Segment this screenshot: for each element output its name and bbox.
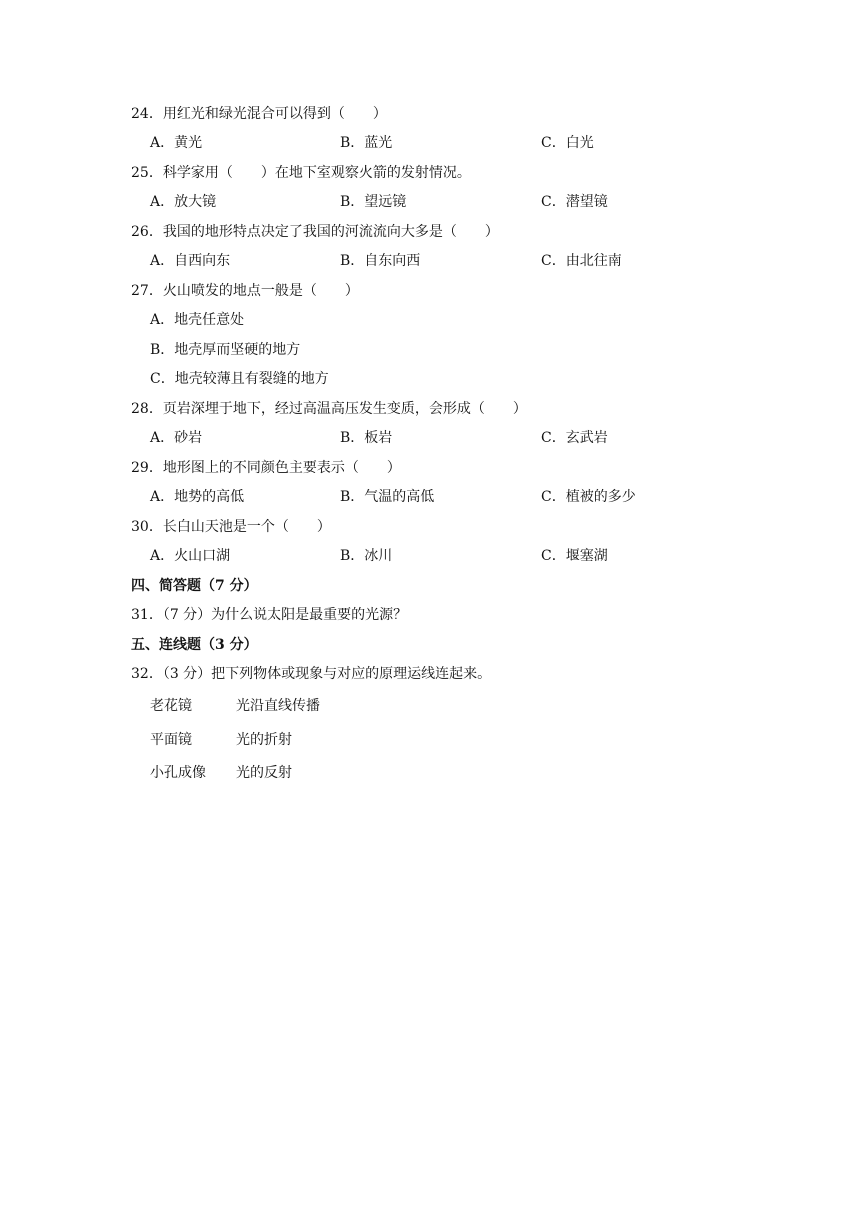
- option-a: A．地势的高低: [150, 489, 245, 505]
- option-c: C．潜望镜: [541, 194, 608, 210]
- question-stem: 25．科学家用（ ）在地下室观察火箭的发射情况。: [131, 165, 471, 181]
- question-32: [0, 663, 860, 685]
- matching-row: [0, 762, 860, 784]
- question-stem: 29．地形图上的不同颜色主要表示（ ）: [131, 460, 401, 476]
- option-c: C．由北往南: [541, 253, 622, 269]
- question-27-option-a: [0, 309, 860, 331]
- option-a: A．地壳任意处: [150, 312, 245, 328]
- matching-row: [0, 729, 860, 751]
- question-28: [0, 398, 860, 420]
- option-a: A．自西向东: [150, 253, 231, 269]
- question-26-options: [0, 250, 860, 272]
- option-c: C．植被的多少: [541, 489, 636, 505]
- question-30-options: [0, 545, 860, 567]
- question-28-options: [0, 427, 860, 449]
- option-a: A．砂岩: [150, 430, 203, 446]
- question-26: [0, 221, 860, 243]
- question-24: [0, 103, 860, 125]
- matching-right-item: 光的反射: [236, 765, 292, 781]
- question-27: [0, 280, 860, 302]
- question-24-options: [0, 132, 860, 154]
- question-stem: 27．火山喷发的地点一般是（ ）: [131, 283, 359, 299]
- question-stem: 32．（3 分）把下列物体或现象与对应的原理运线连起来。: [131, 666, 492, 682]
- question-stem: 30．长白山天池是一个（ ）: [131, 519, 331, 535]
- option-c: C．白光: [541, 135, 594, 151]
- matching-row: [0, 695, 860, 717]
- question-29-options: [0, 486, 860, 508]
- option-b: B．气温的高低: [340, 489, 435, 505]
- option-c: C．玄武岩: [541, 430, 608, 446]
- question-29: [0, 457, 860, 479]
- matching-left-item: 平面镜: [150, 732, 192, 748]
- option-b: B．望远镜: [340, 194, 407, 210]
- question-25: [0, 162, 860, 184]
- question-stem: 31．（7 分）为什么说太阳是最重要的光源？: [131, 607, 408, 623]
- section-title: 五、连线题（3 分）: [131, 637, 258, 653]
- option-b: B．冰川: [340, 548, 393, 564]
- section-title: 四、简答题（7 分）: [131, 578, 258, 594]
- option-a: A．火山口湖: [150, 548, 231, 564]
- matching-left-item: 老花镜: [150, 698, 192, 714]
- question-27-option-c: [0, 368, 860, 390]
- matching-left-item: 小孔成像: [150, 765, 206, 781]
- question-31: [0, 604, 860, 626]
- question-30: [0, 516, 860, 538]
- matching-right-item: 光的折射: [236, 732, 292, 748]
- option-c: C．堰塞湖: [541, 548, 608, 564]
- option-a: A．放大镜: [150, 194, 217, 210]
- section-5-heading: [0, 634, 860, 656]
- matching-right-item: 光沿直线传播: [236, 698, 320, 714]
- question-27-option-b: [0, 339, 860, 361]
- option-a: A．黄光: [150, 135, 203, 151]
- option-b: B．板岩: [340, 430, 393, 446]
- question-stem: 24．用红光和绿光混合可以得到（ ）: [131, 106, 387, 122]
- question-stem: 26．我国的地形特点决定了我国的河流流向大多是（ ）: [131, 224, 499, 240]
- option-b: B．蓝光: [340, 135, 393, 151]
- option-b: B．地壳厚而坚硬的地方: [150, 342, 301, 358]
- option-c: C．地壳较薄且有裂缝的地方: [150, 371, 329, 387]
- section-4-heading: [0, 575, 860, 597]
- question-stem: 28．页岩深埋于地下，经过高温高压发生变质，会形成（ ）: [131, 401, 527, 417]
- question-25-options: [0, 191, 860, 213]
- option-b: B．自东向西: [340, 253, 421, 269]
